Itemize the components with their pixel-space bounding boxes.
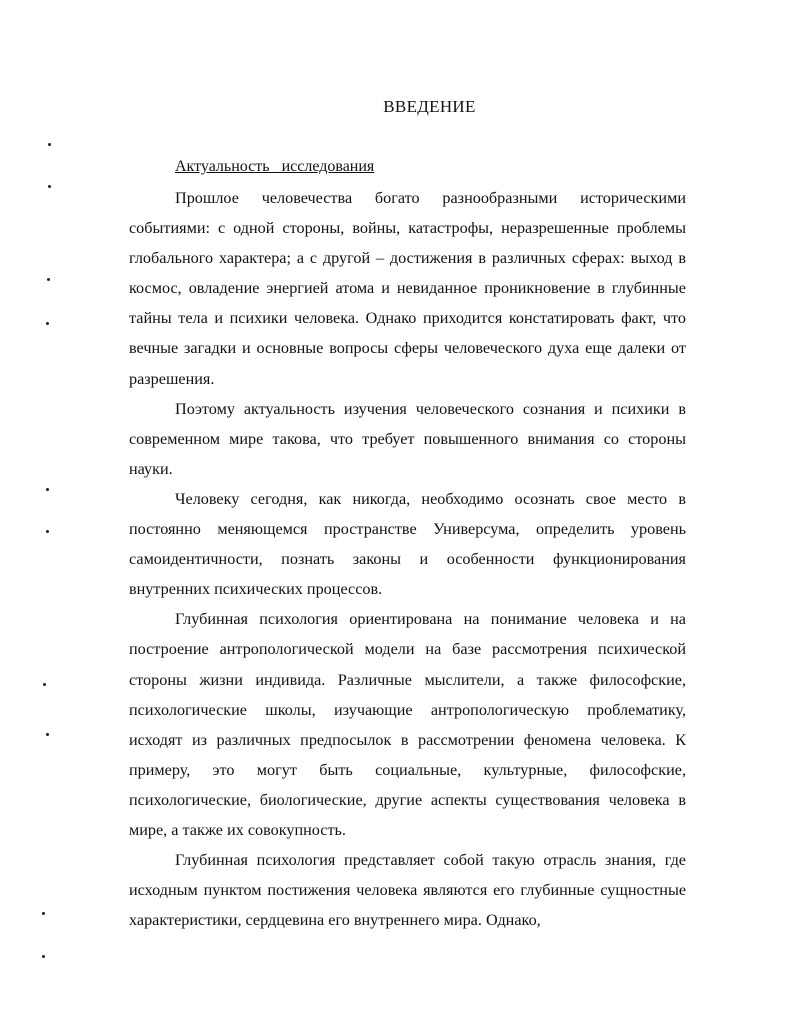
- section-subheading: Актуальность исследования: [175, 158, 375, 175]
- paragraph: Прошлое человечества богато разнообразными историческими событиями: с одной стороны, войны, катастрофы, неразрешенные проблемы глобального характера; а с другой – достижения в различных сферах: выход в космос, овладение энергией атома и невиданное проникновение в глубинные тайны тела и психики человека. Однако приходится констатировать факт, что вечные загадки и основные вопросы сферы человеческого духа еще далеки от разрешения.: [129, 189, 686, 388]
- scan-mark: [47, 278, 50, 281]
- paragraph: Человеку сегодня, как никогда, необходимо осознать свое место в постоянно меняющемся пространстве Универсума, определить уровень самоидентичности, познать законы и особенности функционирования внутренних психических процессов.: [129, 489, 686, 599]
- scan-mark: [46, 733, 49, 736]
- scan-mark: [48, 185, 51, 188]
- scan-mark: [42, 955, 45, 958]
- paragraph: Глубинная психология представляет собой такую отрасль знания, где исходным пунктом постижения человека являются его глубинные сущностные характеристики, сердцевина его внутреннего мира. Однако,: [129, 851, 686, 930]
- paragraph: Поэтому актуальность изучения человеческого сознания и психики в современном мире такова, что требует повышенного внимания со стороны науки.: [129, 399, 686, 478]
- scan-mark: [48, 143, 51, 146]
- scan-mark: [46, 530, 49, 533]
- scan-mark: [42, 912, 45, 915]
- body-text: [129, 183, 686, 935]
- scan-mark: [46, 322, 49, 325]
- page-title: ВВЕДЕНИЕ: [383, 97, 476, 116]
- scan-mark: [46, 488, 49, 491]
- paragraph: Глубинная психология ориентирована на понимание человека и на построение антропологической модели на базе рассмотрения психической стороны жизни индивида. Различные мыслители, а также философские, психологические школы, изучающие антропологическую проблематику, исходят из различных предпосылок в рассмотрении феномена человека. К примеру, это могут быть социальные, культурные, философские, психологические, биологические, другие аспекты существования человека в мире, а также их совокупность.: [129, 610, 686, 839]
- scan-mark: [43, 683, 46, 686]
